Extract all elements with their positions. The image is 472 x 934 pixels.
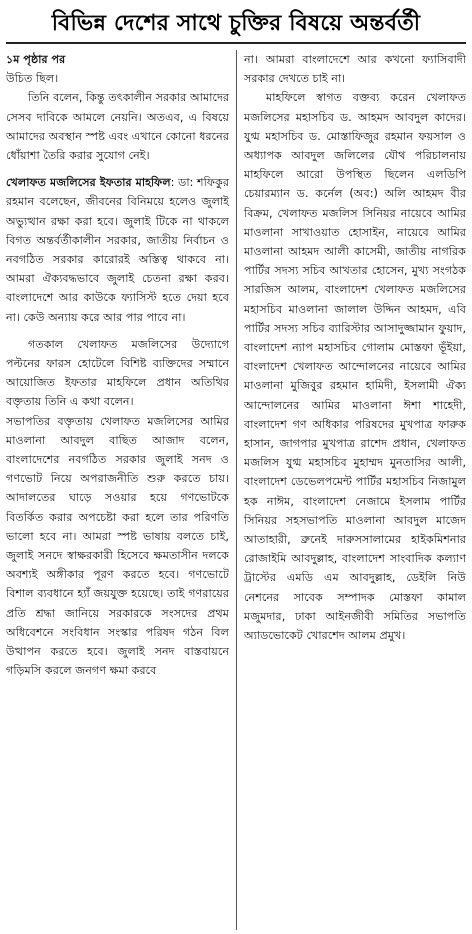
subhead: খেলাফত মজলিসের ইফতার মাহফিল: [6, 176, 171, 190]
subhead-paragraph: [6, 173, 229, 327]
page-reference: ১ম পৃষ্ঠার পর: [6, 53, 66, 66]
left-column: [6, 50, 236, 930]
spacer: [6, 327, 229, 335]
headline: বিভিন্ন দেশের সাথে চুক্তির বিষয়ে অন্তর্বর্তী: [6, 6, 466, 44]
article-columns: [6, 50, 466, 930]
spacer: [6, 165, 229, 173]
paragraph-continuation: উচিত ছিল।: [6, 72, 59, 86]
paragraph: : ডা: শফিকুর রহমান বলেছেন, জীবনের বিনিময়ে হলেও জুলাই অভ্যুত্থান রক্ষা করা হবে। জুলাই টিকে না থাকলে বিগত অন্তর্বর্তীকালীন সরকার, জাতীয় নির্বাচন ও নবগঠিত সরকার কারোরই অস্তিত্ব থাকবে না। আমরা ঐক্যবদ্ধভাবে জুলাই চেতনা রক্ষা করব। বাংলাদেশে আর কাউকে ফ্যাসিস্ট হতে দেয়া হবে না। কেউ অন্যায় করে আর পার পাবে না।: [6, 176, 229, 324]
paragraph: মাহফিলে স্বাগত বক্তব্য করেন খেলাফত মজলিসের মহাসচিব ড. আহমদ আবদুল কাদের। যুগ্ম মহাসচিব ড. মোস্তাফিজুর রহমান ফয়সাল ও অধ্যাপক আবদুল জলিলের যৌথ পরিচালনায় মাহফিলে আরো উপস্থিত ছিলেন এলডিপি চেয়ারম্যান ড. কর্নেল (অব:) অলি আহমদ বীর বিক্রম, খেলাফত মজলিস সিনিয়র নায়েবে আমির মাওলানা সাখাওয়াত হোসাইন, নায়েবে আমির মাওলানা আহমদ আলী কাসেমী, জাতীয় নাগরিক পার্টির সদস্য সচিব আখতার হোসেন, মুখ্য সংগঠক সারজিস আলম, বাংলাদেশ খেলাফত মজলিসের মহাসচিব মাওলানা জালাল উদ্দিন আহমদ, এবি পার্টির সদস্য সচিব ব্যারিস্টার আসাদুজ্জামান ফুয়াদ, বাংলাদেশ ন্যাপ মহাসচিব গোলাম মোস্তফা ভূঁইয়া, বাংলাদেশ খেলাফত আন্দোলনের নায়েবে আমির মাওলানা মুজিবুর রহমান হামিদী, ইসলামী ঐক্য আন্দোলনের আমির মাওলানা ঈশা শাহেদী, বাংলাদেশ গণ অধিকার পরিষদের মুখপাত্র ফারুক হাসান, জাগপার মুখপাত্র রাশেদ প্রধান, খেলাফত মজলিস যুগ্ম মহাসচিব মুহাম্মদ মুনতাসির আলী, বাংলাদেশ ডেভেলপমেন্ট পার্টির মহাসচিব নিজামুল হক নাঈম, বাংলাদেশ নেজামে ইসলাম পার্টির সিনিয়র সহসভাপতি মাওলানা আবদুল মাজেদ আতাহারী, ব্রুনেই দারুসসালামের হাইকমিশনার রোজাইমি আবদুল্লাহ, বাংলাদেশ সাংবাদিক কল্যাণ ট্রাস্টের এমডি এম আবদুল্লাহ, ডেইলি নিউ নেশনের সাবেক সম্পাদক মোস্তফা কামাল মজুমদার, ঢাকা আইনজীবী সমিতির সভাপতি অ্যাডভোকেট খোরশেদ আলম প্রমুখ।: [244, 91, 466, 643]
paragraph: সভাপতির বক্তৃতায় খেলাফত মজলিসের আমির মাওলানা আবদুল বাছিত আজাদ বলেন, বাংলাদেশের নবগঠিত সরকার জুলাই সনদ ও গণভোট নিয়ে অপরাজনীতি শুরু করতে চায়। আদালতের ঘাড়ে সওয়ার হয়ে গণভোটকে বিতর্কিত করার অপচেষ্টা করা হলে তার পরিণতি ভালো হবে না। আমরা স্পষ্ট ভাষায় বলতে চাই, জুলাই সনদে স্বাক্ষরকারী হিসেবে ক্ষমতাসীন দলকে অবশ্যই অঙ্গীকার পূরণ করতে হবে। গণভোটে বিশাল ব্যবধানে হ্যাঁ জয়যুক্ত হয়েছে। তাই গণরায়ের প্রতি শ্রদ্ধা জানিয়ে সরকারকে সংসদের প্রথম অধিবেশনে সংবিধান সংস্কার পরিষদ গঠন বিল উত্থাপন করতে হবে। জুলাই সনদ বাস্তবায়নে গড়িমসি করলে জনগণ ক্ষমা করবে: [6, 414, 229, 678]
right-column: [236, 50, 466, 930]
paragraph: না। আমরা বাংলাদেশে আর কখনো ফ্যাসিবাদী সরকার দেখতে চাই না।: [244, 53, 466, 86]
paragraph: গতকাল খেলাফত মজলিসের উদ্যোগে পল্টনের ফারস হোটেলে বিশিষ্ট ব্যক্তিদের সম্মানে আয়োজিত ইফতার মাহফিলে প্রধান অতিথির বক্তৃতায় তিনি এ কথা বলেন।: [6, 337, 229, 409]
paragraph: তিনি বলেন, কিন্তু তৎকালীন সরকার আমাদের সেসব দাবিকে আমলে নেয়নি। অতএব, এ বিষয়ে আমাদের অবস্থান স্পষ্ট এবং এখানে কোনো ধরনের ধোঁয়াশা তৈরি করার সুযোগ নেই।: [6, 91, 229, 163]
